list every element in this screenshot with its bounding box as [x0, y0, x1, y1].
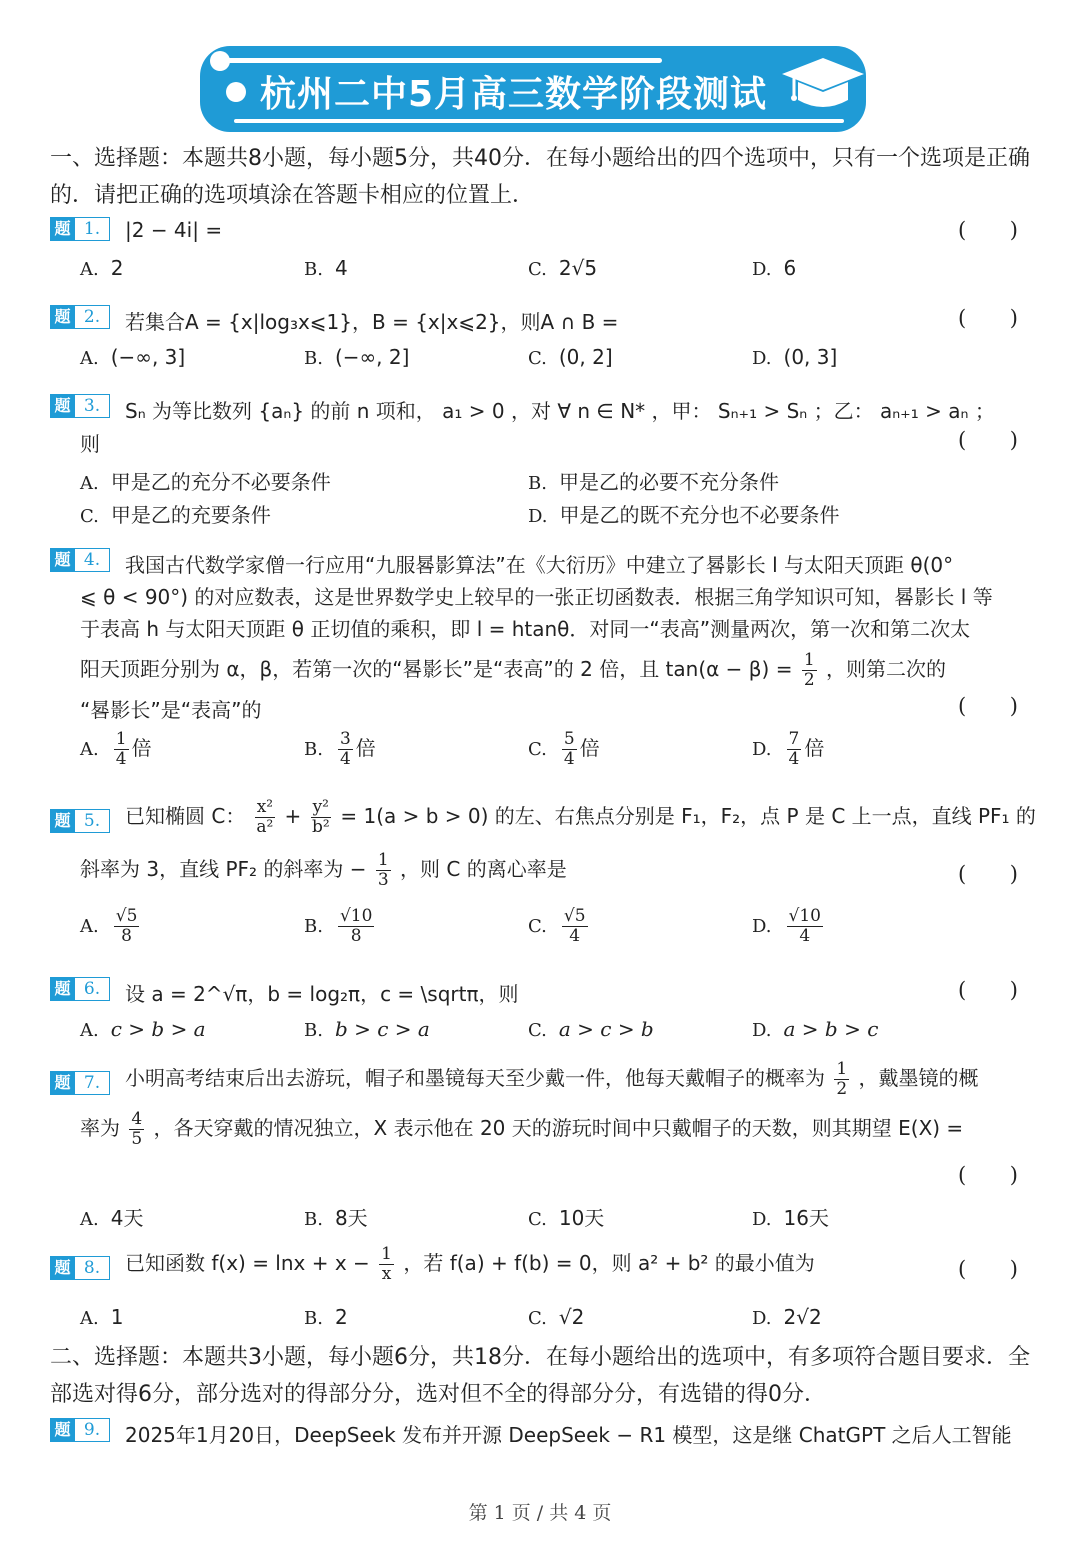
option-a: A. (−∞, 3] — [80, 345, 186, 369]
option-d: D. 甲是乙的既不充分也不必要条件 — [528, 503, 840, 527]
option-a: A. $\frac{√5}{8}$ — [80, 906, 138, 946]
question-7-line-1: 小明高考结束后出去游玩，帽子和墨镜每天至少戴一件，他每天戴帽子的概率为 $\frac{1}{2}$ ，戴墨镜的概 — [125, 1059, 979, 1099]
option-c: C. 2√5 — [528, 256, 598, 280]
question-2-stem: 若集合A = {x|log₃x⩽1}，B = {x|x⩽2}，则A ∩ B = — [125, 310, 619, 334]
option-d: D. a > b > c — [752, 1017, 879, 1041]
option-b: B. 8天 — [304, 1206, 368, 1230]
option-a: A. 2 — [80, 256, 124, 280]
option-a: A. 4天 — [80, 1206, 144, 1230]
question-number: 9. — [75, 1418, 110, 1442]
section-2-heading: 二、选择题：本题共3小题，每小题6分，共18分．在每小题给出的选项中，有多项符合题目要求．全部选对得6分，部分选对的得部分分，选对但不全的得部分分，有选错的得0分． — [50, 1345, 1030, 1407]
option-b: B. 4 — [304, 256, 348, 280]
page-title: 杭州二中5月高三数学阶段测试 — [260, 74, 768, 115]
tag-label: 题 — [50, 1418, 75, 1442]
question-4-line-3: 于表高 h 与太阳天顶距 θ 正切值的乘积，即 l = htanθ．对同一“表高”测量两次，第一次和第二次太 — [80, 617, 971, 641]
option-c: C. 10天 — [528, 1206, 605, 1230]
tag-label: 题 — [50, 1256, 75, 1280]
question-4-line-5: “晷影长”是“表高”的 — [80, 698, 262, 722]
option-b: B. b > c > a — [304, 1017, 430, 1041]
tag-label: 题 — [50, 394, 75, 418]
option-d: D. $\frac{7}{4}$ 倍 — [752, 729, 825, 769]
option-c: C. $\frac{5}{4}$ 倍 — [528, 729, 600, 769]
option-c: C. $\frac{√5}{4}$ — [528, 906, 586, 946]
option-d: D. 6 — [752, 256, 797, 280]
option-c: C. 甲是乙的充要条件 — [80, 503, 271, 527]
question-4-line-4 — [80, 651, 980, 690]
question-7-line-2: 率为 $\frac{4}{5}$ ，各天穿戴的情况独立，X 表示他在 20 天的游玩时间中只戴帽子的天数，则其期望 E(X) = — [80, 1109, 964, 1149]
tag-label: 题 — [50, 809, 75, 833]
question-3-stem-cont: 则 — [80, 432, 100, 456]
question-5-line-1: 已知椭圆 C： $\frac{\text{x²}}{\text{a²}}$ + $\frac{\text{y²}}{\text{b²}}$ = 1(a > b > 0) 的左、右焦点分别是 F₁，F₂，点 P 是 C 上一点，直线 PF₁ 的 — [125, 797, 1036, 837]
question-4-line-1: 我国古代数学家僧一行应用“九服晷影算法”在《大衍历》中建立了晷影长 l 与太阳天顶距 θ(0° — [125, 553, 954, 577]
option-c: C. (0, 2] — [528, 345, 613, 369]
question-number: 6. — [75, 977, 110, 1001]
option-c: C. √2 — [528, 1305, 585, 1329]
banner-bullet-dot — [226, 82, 246, 102]
question-3-stem: Sₙ 为等比数列 {aₙ} 的前 n 项和， a₁ > 0 ，对 ∀ n ∈ N* ，甲： Sₙ₊₁ > Sₙ ；乙： aₙ₊₁ > aₙ ； — [125, 399, 995, 423]
question-number: 5. — [75, 809, 110, 833]
title-banner — [200, 46, 866, 132]
option-d: D. 16天 — [752, 1206, 829, 1230]
question-5-line-2: 斜率为 3，直线 PF₂ 的斜率为 − $\frac{1}{3}$ ，则 C 的离心率是 — [80, 850, 567, 890]
tag-label: 题 — [50, 305, 75, 329]
question-number: 2. — [75, 305, 110, 329]
option-a: A. $\frac{1}{4}$ 倍 — [80, 729, 152, 769]
tag-label: 题 — [50, 548, 75, 572]
option-b: B. $\frac{√10}{8}$ — [304, 906, 373, 946]
option-d: D. $\frac{√10}{4}$ — [752, 906, 821, 946]
option-d: D. (0, 3] — [752, 345, 838, 369]
question-6-stem: 设 a = 2^√π，b = log₂π，c = \sqrtπ，则 — [125, 982, 519, 1006]
question-9-stem: 2025年1月20日，DeepSeek 发布并开源 DeepSeek − R1 模型，这是继 ChatGPT 之后人工智能 — [125, 1423, 1012, 1447]
question-8-stem: 已知函数 f(x) = lnx + x − $\frac{1}{x}$ ，若 f(a) + f(b) = 0，则 a² + b² 的最小值为 — [125, 1244, 815, 1284]
question-4-line-4-text: 阳天顶距分别为 α，β，若第一次的“晷影长”是“表高”的 2 倍，且 tan(α − β) = — [80, 657, 793, 681]
option-a: A. 甲是乙的充分不必要条件 — [80, 470, 331, 494]
graduation-cap-icon — [778, 52, 868, 122]
question-number: 8. — [75, 1256, 110, 1280]
question-number: 1. — [75, 217, 110, 241]
question-number: 3. — [75, 394, 110, 418]
option-b: B. 甲是乙的必要不充分条件 — [528, 470, 779, 494]
question-4-line-2: ⩽ θ < 90°) 的对应数表，这是世界数学史上较早的一张正切函数表．根据三角学知识可知，晷影长 l 等 — [80, 585, 993, 609]
option-b: B. $\frac{3}{4}$ 倍 — [304, 729, 376, 769]
banner-top-dot — [210, 51, 230, 71]
section-1-heading: 一、选择题：本题共8小题，每小题5分，共40分．在每小题给出的四个选项中，只有一个选项是正确的．请把正确的选项填涂在答题卡相应的位置上． — [50, 146, 1030, 208]
question-1-stem: |2 − 4i| = — [125, 218, 223, 242]
option-d: D. 2√2 — [752, 1305, 822, 1329]
option-b: B. (−∞, 2] — [304, 345, 410, 369]
banner-top-line — [222, 58, 662, 63]
option-a: A. 1 — [80, 1305, 124, 1329]
question-number: 4. — [75, 548, 110, 572]
question-4-line-4-tail: ，则第二次的 — [826, 657, 947, 681]
fraction: $\frac{1}{2}$ — [803, 650, 815, 690]
option-a: A. c > b > a — [80, 1017, 206, 1041]
question-number: 7. — [75, 1071, 110, 1095]
page-footer: 第 1 页 / 共 4 页 — [468, 1502, 612, 1524]
option-c: C. a > c > b — [528, 1017, 654, 1041]
tag-label: 题 — [50, 217, 75, 241]
tag-label: 题 — [50, 977, 75, 1001]
banner-bottom-line — [234, 119, 844, 123]
tag-label: 题 — [50, 1071, 75, 1095]
option-b: B. 2 — [304, 1305, 348, 1329]
